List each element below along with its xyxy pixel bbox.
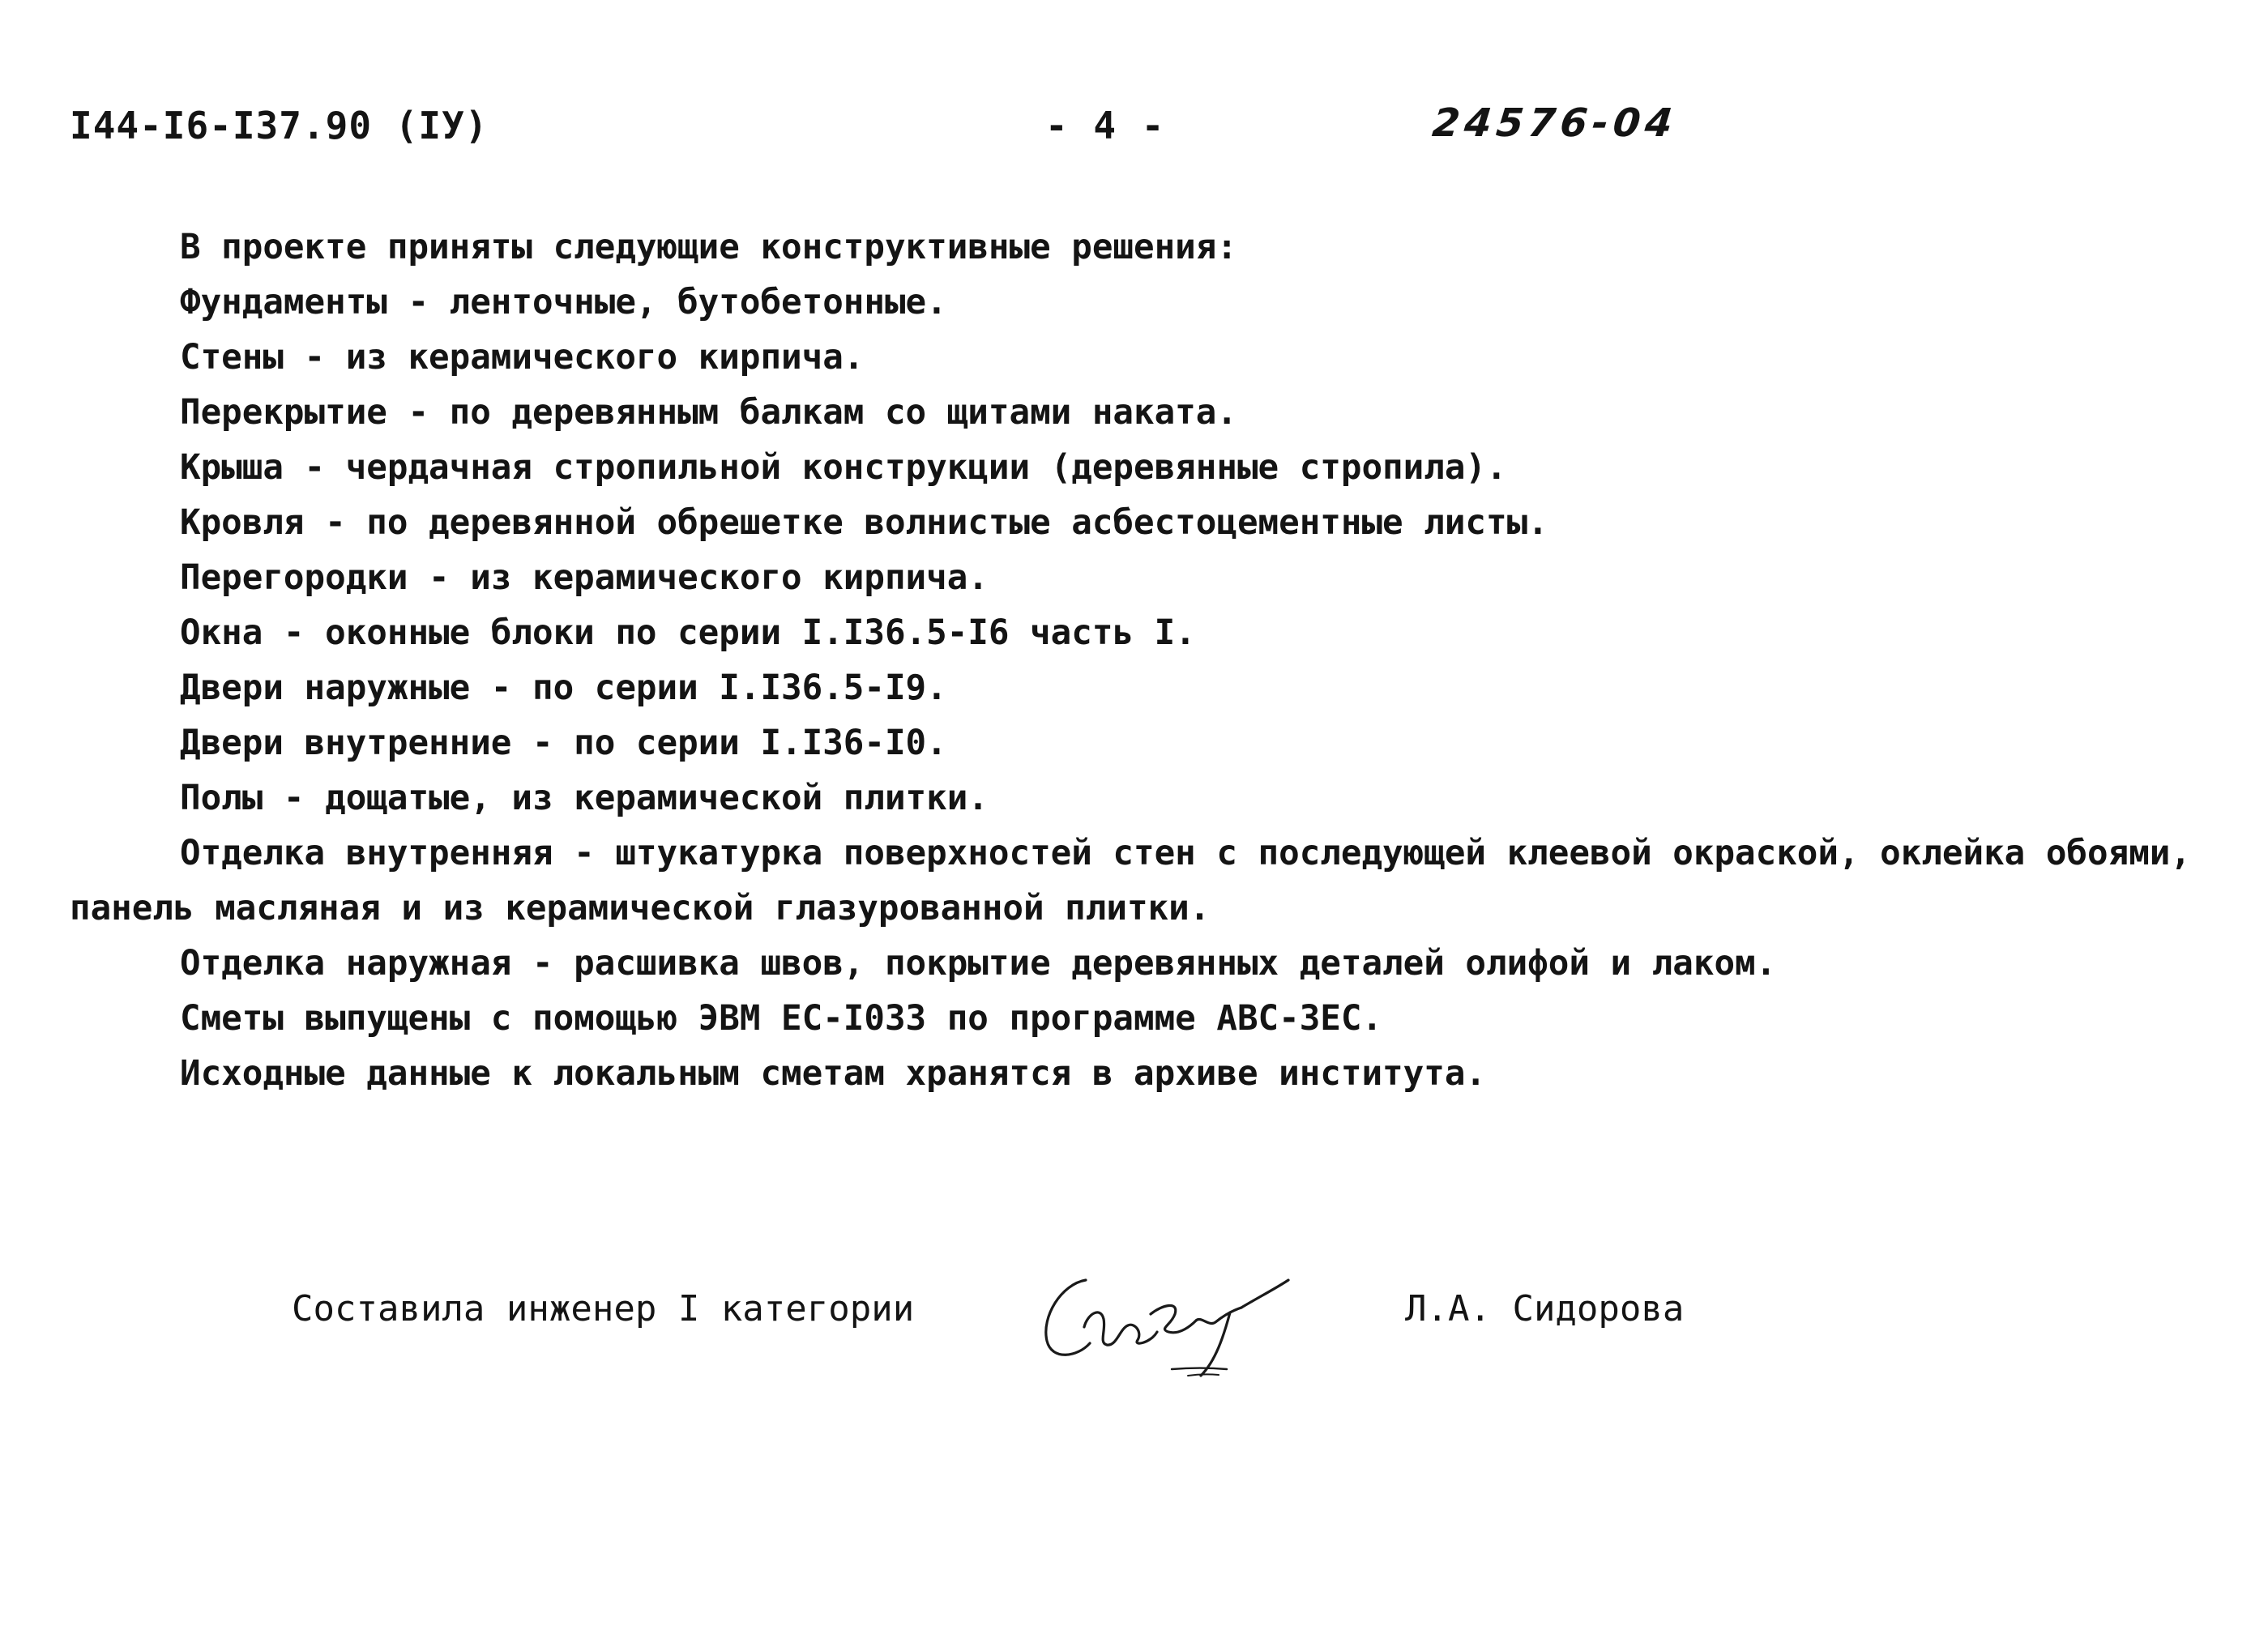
signature-caption: Составила инженер I категории <box>292 1288 915 1329</box>
signatory-name: Л.А. Сидорова <box>1405 1288 1685 1329</box>
paragraph: Фундаменты - ленточные, бутобетонные. <box>180 283 947 322</box>
paragraph: Исходные данные к локальным сметам хранятся в архиве института. <box>180 1054 1486 1094</box>
paragraph: Полы - дощатые, из керамической плитки. <box>180 779 989 818</box>
signature-block <box>0 1272 2268 1402</box>
paragraph: Перекрытие - по деревянным балкам со щитами наката. <box>180 393 1237 433</box>
paragraph: Сметы выпущены с помощью ЭВМ ЕС-I033 по программе АВС-3ЕС. <box>180 999 1383 1039</box>
paragraph: Отделка внутренняя - штукатурка поверхностей стен с последующей клеевой окраской, оклейка обоями, панель масляная и из керамической глазурованной плитки. <box>70 834 2212 928</box>
paragraph: Кровля - по деревянной обрешетке волнистые асбестоцементные листы. <box>180 503 1548 543</box>
document-code: I44-I6-I37.90 (IУ) <box>70 104 489 147</box>
paragraph: Отделка наружная - расшивка швов, покрытие деревянных деталей олифой и лаком. <box>180 944 1777 984</box>
page-number: - 4 - <box>1045 104 1166 147</box>
handwritten-signature <box>1029 1248 1321 1385</box>
paragraph: Крыша - чердачная стропильной конструкции (деревянные стропила). <box>180 448 1507 488</box>
paragraph: Двери наружные - по серии I.I36.5-I9. <box>180 668 947 708</box>
paragraph: Перегородки - из керамического кирпича. <box>180 558 989 598</box>
handwritten-inventory-number: 24576-04 <box>1430 100 1680 146</box>
paragraph: Стены - из керамического кирпича. <box>180 338 865 378</box>
paragraph: В проекте приняты следующие конструктивные решения: <box>180 228 1237 267</box>
document-body <box>70 220 2212 1102</box>
page-header <box>70 100 1690 169</box>
paragraph: Окна - оконные блоки по серии I.I36.5-I6 часть I. <box>180 613 1196 653</box>
paragraph: Двери внутренние - по серии I.I36-I0. <box>180 723 947 763</box>
